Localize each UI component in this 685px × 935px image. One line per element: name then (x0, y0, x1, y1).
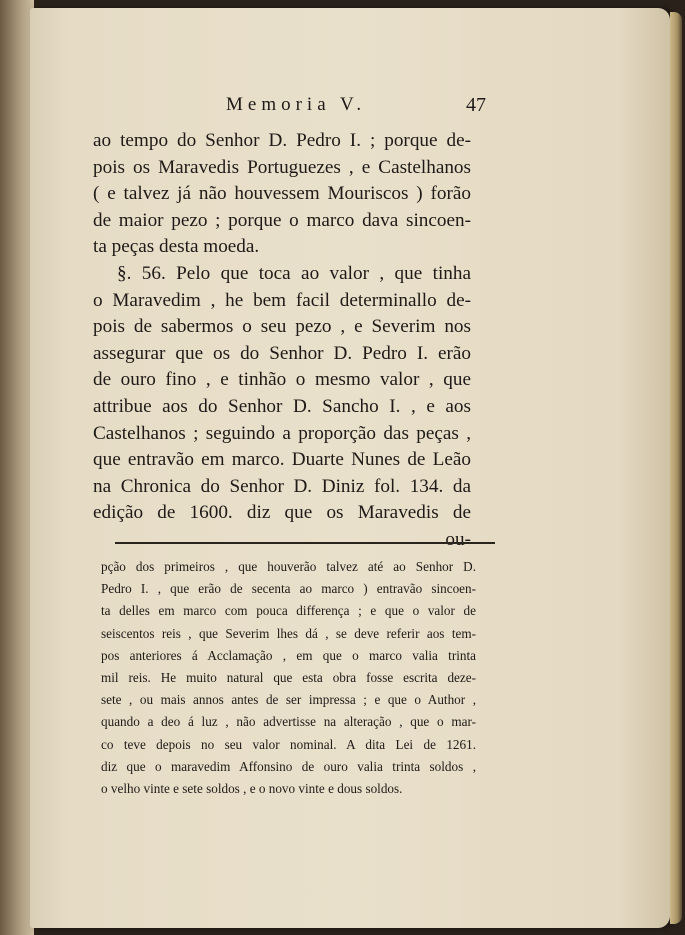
footnote-line: mil reis. He muito natural que esta obra fosse escrita deze- (101, 670, 476, 686)
catchword: ou- (445, 528, 471, 550)
text-line: edição de 1600. diz que os Maravedis de (93, 502, 471, 524)
main-text (93, 128, 471, 554)
footnote-rule (115, 542, 495, 544)
footnote-line: o velho vinte e sete soldos , e o novo vinte e dous soldos. (101, 781, 403, 797)
text-line: o Maravedim , he bem facil determinallo de- (93, 289, 471, 311)
text-line: pois os Maravedis Portuguezes , e Castelhanos (93, 156, 471, 178)
footnote-line: co teve depois no seu valor nominal. A dita Lei de 1261. (101, 736, 476, 752)
text-line: attribue aos do Senhor D. Sancho I. , e aos (93, 395, 471, 417)
running-head (190, 94, 486, 122)
text-line: ta peças desta moeda. (93, 236, 260, 258)
footnote-line: ta delles em marco com pouca differença ; e que o valor de (101, 603, 476, 619)
footnote-line: pção dos primeiros , que houverão talvez até ao Senhor D. (101, 559, 476, 574)
text-line: pois de sabermos o seu pezo , e Severim nos (93, 316, 471, 338)
text-line: ao tempo do Senhor D. Pedro I. ; porque de- (93, 130, 471, 151)
text-line: ( e talvez já não houvessem Mouriscos ) forão (93, 183, 471, 205)
text-line: Castelhanos ; seguindo a proporção das peças , (93, 422, 471, 444)
text-line: assegurar que os do Senhor D. Pedro I. erão (93, 342, 471, 364)
running-head-title: Memoria V. (226, 94, 367, 115)
footnote-line: seiscentos reis , que Severim lhes dá , se deve referir aos tem- (101, 625, 476, 641)
section-heading-line: §. 56. Pelo que toca ao valor , que tinha (117, 262, 471, 284)
footnote-line: Pedro I. , que erão de secenta ao marco ) entravão sincoen- (101, 581, 476, 597)
footnote-line: sete , ou mais annos antes de ser impressa ; e que o Author , (101, 692, 476, 708)
footnote-line: pos anteriores á Acclamação , em que o marco valia trinta (101, 647, 476, 663)
facing-page-edge (0, 0, 34, 935)
footnote (101, 556, 476, 800)
page-number: 47 (466, 94, 486, 116)
footnote-line: diz que o maravedim Affonsino de ouro valia trinta soldos , (101, 758, 476, 774)
footnote-line: quando a deo á luz , não advertisse na alteração , que o mar- (101, 714, 476, 730)
text-line: que entravão em marco. Duarte Nunes de Leão (93, 449, 471, 471)
text-line: na Chronica do Senhor D. Diniz fol. 134. da (93, 475, 471, 497)
text-line: de ouro fino , e tinhão o mesmo valor , que (93, 369, 471, 391)
page-fore-edge (670, 12, 682, 924)
text-line: de maior pezo ; porque o marco dava sincoen- (93, 209, 471, 231)
